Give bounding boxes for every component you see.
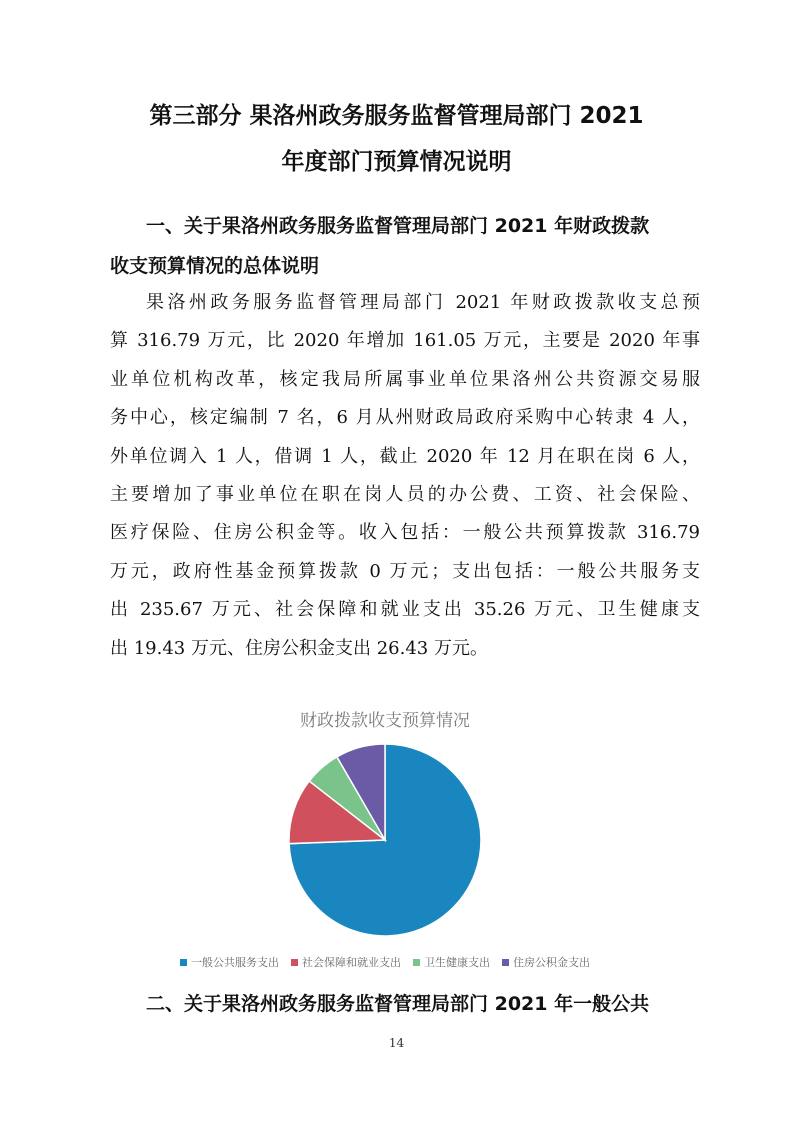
paragraph-line: 出 19.43 万元、住房公积金支出 26.43 万元。 (110, 637, 488, 659)
legend-swatch (180, 959, 187, 966)
legend-label: 住房公积金支出 (513, 956, 590, 969)
paragraph-line: 主要增加了事业单位在职在岗人员的办公费、工资、社会保险、 (110, 484, 700, 506)
paragraph-line: 务中心，核定编制 7 名，6 月从州财政局政府采购中心转隶 4 人， (110, 407, 700, 429)
paragraph-line: 万元，政府性基金预算拨款 0 万元；支出包括：一般公共服务支 (110, 560, 700, 582)
paragraph-line: 业单位机构改革，核定我局所属事业单位果洛州公共资源交易服 (110, 368, 700, 390)
paragraph-line: 外单位调入 1 人，借调 1 人，截止 2020 年 12 月在职在岗 6 人， (110, 445, 700, 467)
legend-swatch (413, 959, 420, 966)
legend-item (180, 954, 279, 970)
legend-item (291, 954, 401, 970)
pie-chart-plot (150, 700, 620, 950)
page-number: 14 (388, 1036, 405, 1050)
section-heading-1 (110, 206, 700, 286)
legend-item (413, 954, 490, 970)
pie-chart (150, 700, 620, 970)
paragraph-line: 果洛州政务服务监督管理局部门 2021 年财政拨款收支总预 (146, 292, 700, 313)
section-heading-1-line-2: 收支预算情况的总体说明 (110, 255, 320, 277)
legend-item (502, 954, 590, 970)
legend-label: 一般公共服务支出 (191, 956, 279, 969)
legend-label: 社会保障和就业支出 (302, 956, 401, 969)
title-line-2: 年度部门预算情况说明 (281, 149, 512, 175)
title-line-1: 第三部分 果洛州政务服务监督管理局部门 2021 (149, 103, 644, 129)
legend-swatch (502, 959, 509, 966)
legend-label: 卫生健康支出 (424, 956, 490, 969)
section-heading-1-line-1: 一、关于果洛州政务服务监督管理局部门 2021 年财政拨款 (146, 215, 650, 237)
paragraph-line: 出 235.67 万元、社会保障和就业支出 35.26 万元、卫生健康支 (110, 599, 700, 621)
section-heading-2-line-1: 二、关于果洛州政务服务监督管理局部门 2021 年一般公共 (146, 993, 650, 1015)
section-heading-2 (110, 984, 700, 1024)
paragraph-line: 医疗保险、住房公积金等。收入包括：一般公共预算拨款 316.79 (110, 522, 700, 544)
chart-title: 财政拨款收支预算情况 (300, 711, 470, 731)
body-paragraph (110, 284, 700, 668)
chart-legend (150, 954, 620, 970)
legend-swatch (291, 959, 298, 966)
page-title (0, 93, 793, 185)
paragraph-line: 算 316.79 万元，比 2020 年增加 161.05 万元，主要是 2020 年事 (110, 330, 700, 352)
